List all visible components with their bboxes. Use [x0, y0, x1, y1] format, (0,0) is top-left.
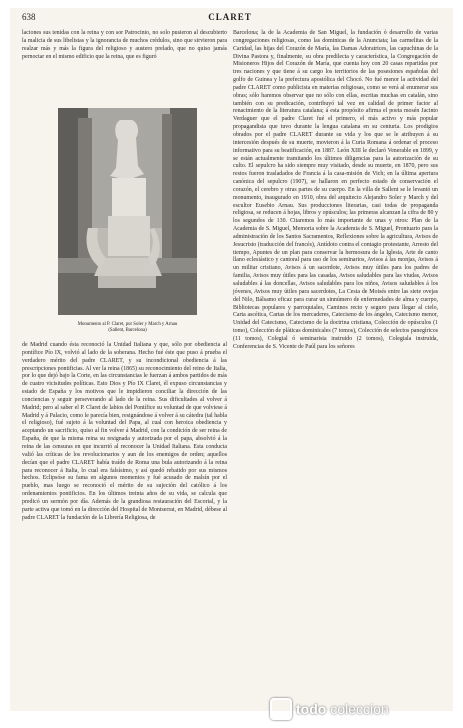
page-number: 638	[22, 12, 36, 22]
left-column-bottom-text: de Madrid cuando ésta reconoció la Unidad Italiana y que, sólo por obediencia al pontífice Pío IX, volvió al lado de la soberana. Hecho fué éste que puso á prueba el verdadero mérito del padre CLARET, y su incondicional obediencia á las prescripciones pontificias. Al ver la reina (1865) su reconocimiento del reino de Italia, por lo que dejó bajo la Corte, en las circunstancias le fuerzan á ambos partidos de más de cuatro vicisitudes políticas. Esto Dios y Pío IX Claret, él expuso circunstancias y estado de España y los motivos que le impidieron conciliar la dirección de las conciencias y seguir perseverando al lado de la reina. Sus dificultades al volver á Madrid; pero al saber el P. Claret de labios del Pontífice su voluntad de que volviese á Madrid y á Palacio, como le parecía bien, resignándose á volver á su cátedra (tal habla el religioso), fué sujeto á la voluntad del Papa, al cual con heroica obediencia y aceptando un sacrificio, quiso al fin volver á Madrid, con la condición de ser reina de España, de que la misma reina su resignada y autorizada por el papa, absolvió á la reina de las censuras en que incurrió al reconocer la Unidad Italiana. Esta conducta valió las críticas de los revolucionarios y aun de los enemigos de orden; aquellos decían que el padre CLARET había traído de Roma una bula autorizando á la reina para reconocer á Italia, lo cual era falsísimo, y así quedó rebatido por sus mismos hechos. Eclipsóse su fama en algunos momentos y fué acusado de malsín por el pueblo, mas luego se reconoció el mérito de su sujeción del católico á los ordenamientos pontificios. En los últimos treinta años de su vida, se calcula que predicó un sermón por día. Además de la grandiosa restauración del Escorial, y la parte activa que tomó en la dirección del Hospital de Montserrat, en Madrid, débese al padre CLARET la fundación de la Librería Religiosa, de	[22, 342, 227, 521]
left-column	[22, 30, 227, 61]
left-column-top-text: laciones sus tenidas con la reina y con sor Patrocinio, no solo pusieron al descubierto la malicia de sus libelistas y la ignorancia de muchos crédulos, sino que sirvieron para realzar más y más la figura del religioso y austero prelado, que no quiso jamás pernoctar en el mismo edificio que la reina, que es figuró	[22, 30, 227, 60]
left-column-lower	[22, 342, 227, 522]
watermark	[270, 694, 450, 724]
brand-logo-icon	[270, 698, 292, 720]
right-column	[233, 30, 438, 352]
caption-line-1: Monumento al P. Claret, por Soler y March y Arnau	[77, 322, 178, 327]
brand-bold: todo	[296, 701, 327, 717]
page-header	[22, 12, 438, 24]
right-column-text: Barcelona; la de la Academia de San Miguel, la fundación ó desarrollo de varias congregaciones religiosas, como las dominicas de la Anunciata; las carmelitas de la Caridad, las hijas del Corazón de María, las Damas Adoratrices, las capuchinas de la Divina Pastora y, finalmente, su obra predilecta y característica, la Congregación de Misioneros Hijos del Corazón de María, que cuenta hoy con 20 casas repartidas por tres naciones y que tiene á su cargo los territorios de las posesiones españolas del golfo de Guinea y la prefectura apostólica del Chocó. No fué menor la actividad del padre CLARET como publicista en materias religiosas, como se verá al enumerar sus obras; sólo haremos observar que no sólo con ellas, escritas muchas en catalán, sino también con su predicación, contribuyó tal vez en calidad de primer factor al renacimiento de la literatura catalana; á esta propósito afirma el poeta mosén Jacinto Verdaguer que el padre Claret fué el primero, el más activo y más popular propagandista que tuvo durante la lengua catalana en su centuria. Los prodigios obrados por el padre CLARET durante su vida y los que se le atribuyen á su intercesión después de su muerte, movieron á la Curia Romana á ordenar el proceso informativo para su beatificación, en 1887. León XIII le declaró Venerable en 1899, y se están actualmente tramitando los últimos diligencias para la autorización de su culto. El sepulcro ha sido siempre muy visitado, desde su muerte, en 1870, pero sus restos fueron trasladados de Francia á la casa-misión de Vich; en la última apertura canónica del sepulcro (1907), se hallaron en perfecto estado de conservación el corazón, el cerebro y otras partes de su cuerpo. En la villa de Sallent se le levantó un monumento, inaugurado en 1910, obra del arquitecto Alejandro Soler y March y del escultor Eusebio Arnau. Sus producciones literarias, casi todas de propaganda religiosa, se reducen á hojas, libros y opúsculos; las primeras alcanzan la cifra de 80 y los segundos de 130. Citaremos lo más importante de unas y otros: Plan de la Academia de S. Miguel, Memoria sobre la Academia de S. Miguel, Prontuario para la administración de los Santos Sacramentos, Reflexiones sobre la agricultura, Avisos de Jesucristo (traducción del francés), Antídoto contra el contagio protestante, Arresto del tiempo, Apuntes de un plan para conservar la hermosura de la Iglesia, Arte de canto llano eclesiástico y cantoral para uso de los seminarios, Avisos á las monjas, Avisos á un militar cristiano, Avisos á un sacerdote, Avisos muy útiles para los padres de familia, Avisos muy útiles para las casadas, Avisos saludables para las viudas, Avisos saludables á las doncellas, Avisos saludables para los niños, Avisos saludables á los jóvenes, Avisos muy útiles para sacerdotes, La Cesta de Moisés entre las siete ovejas del Nilo, Bálsamo eficaz para curar un sinnúmero de enfermedades de alma y cuerpo, Bibliotecas populares y parroquiales, Caminos recto y seguro para llegar al cielo, Carta ascética, Cartas de los mercaderes, Catecismo de los ángeles, Catecismo menor, Unidad del Catecismo, Catecismo de la doctrina cristiana, Colección de opúsculos (1 tomo), Colección de pláticas dominicales (7 tomos), Colección de selectos panegíricos (11 tomos), Colegial ó seminarista instruido (2 tomos), Colegiala instruida, Conferencias de S. Vicente de Paúl para los señores	[233, 30, 438, 350]
brand-rest: coleccion	[330, 701, 389, 717]
monument-photo	[58, 108, 197, 315]
figure-caption	[40, 322, 215, 334]
running-title: CLARET	[208, 12, 252, 22]
caption-line-2: (Sallent, Barcelona)	[108, 328, 147, 333]
